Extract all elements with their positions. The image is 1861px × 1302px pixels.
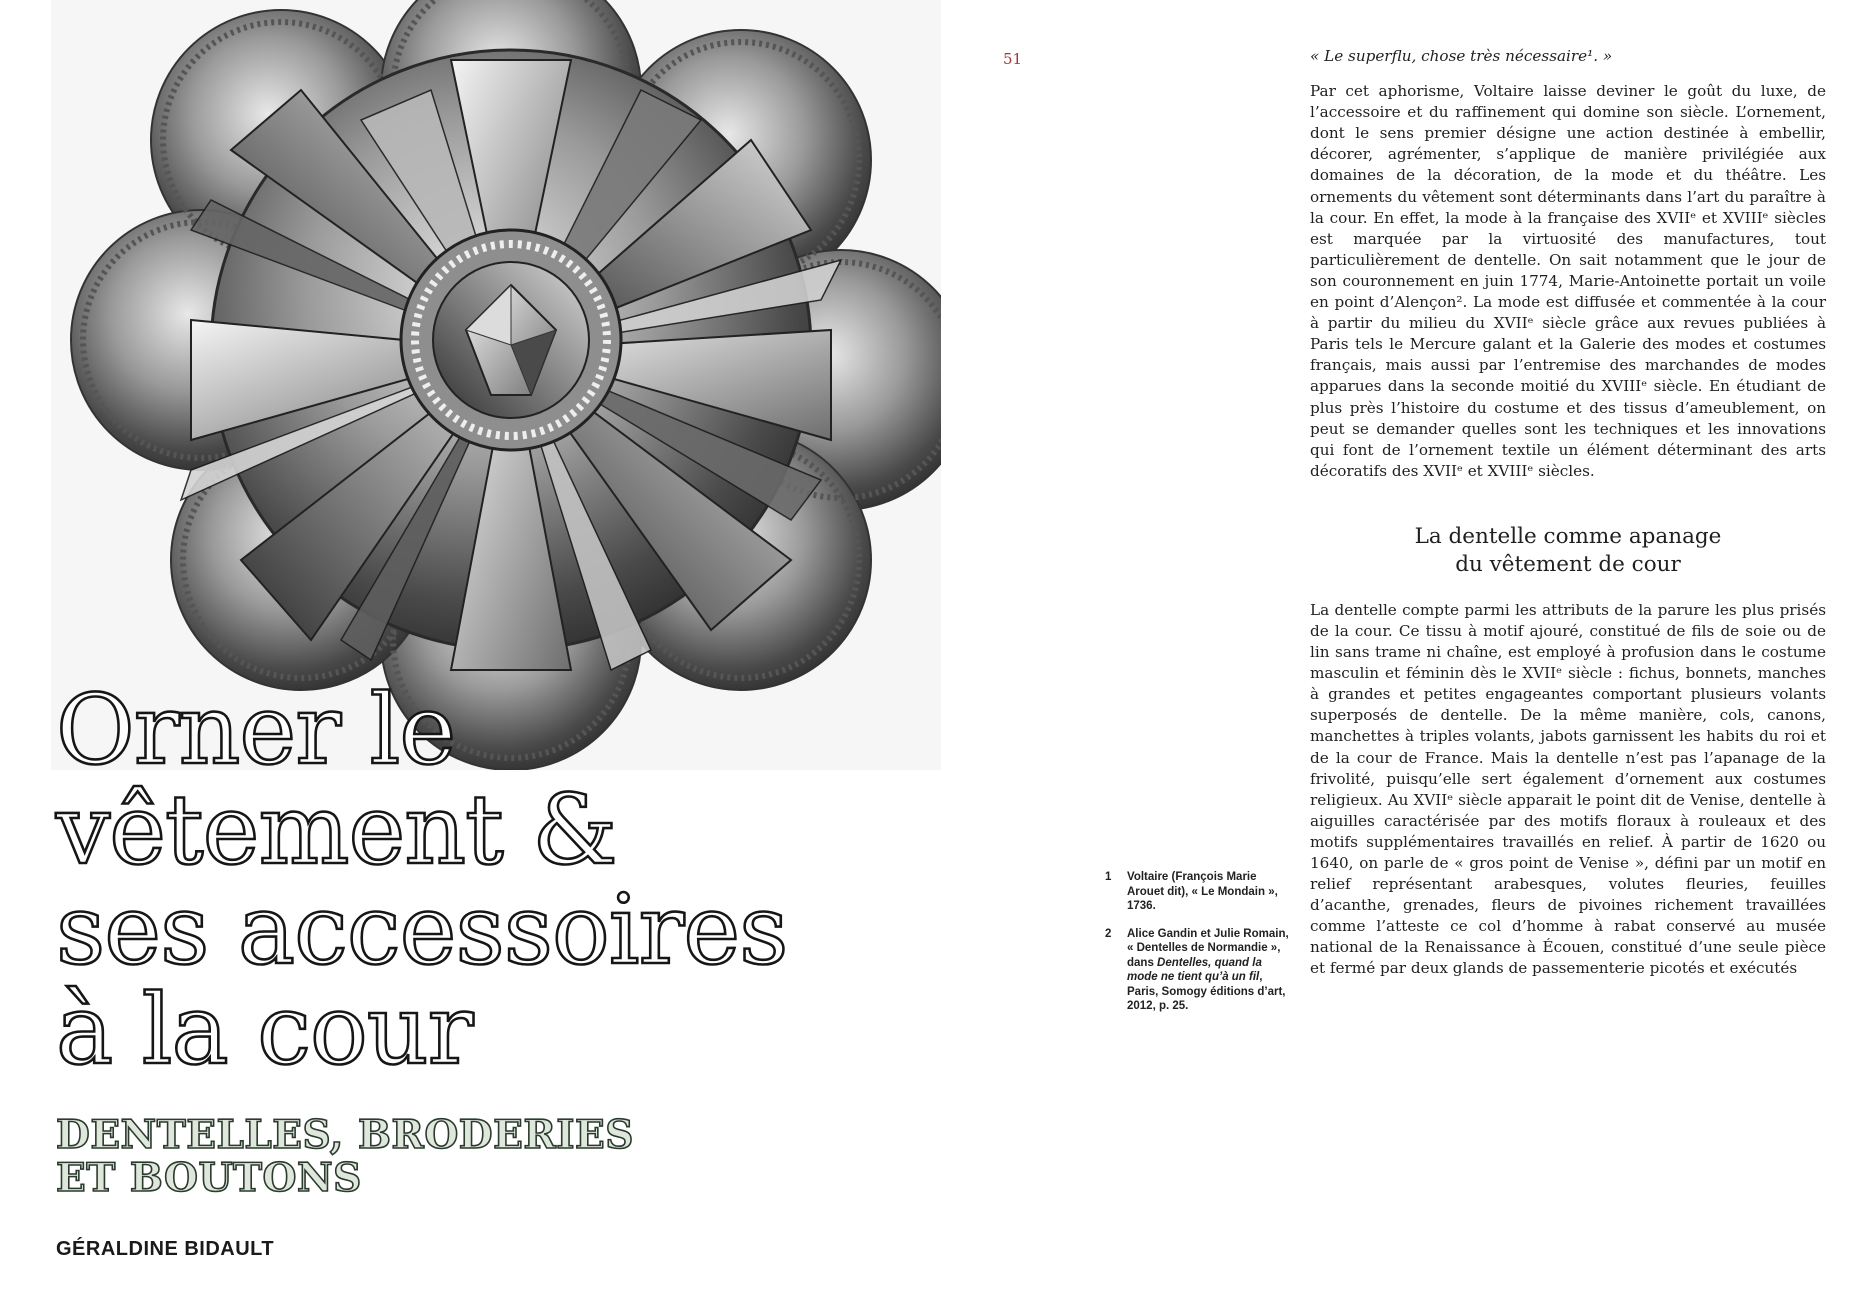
footnote-text: Voltaire (François Marie Arouet dit), « Le Mondain », 1736. [1127, 871, 1278, 912]
footnote-number: 1 [1105, 871, 1112, 883]
subtitle-line: ET BOUTONS [56, 1155, 362, 1201]
footnote-text-part: Alice Gandin et Julie Romain, « Dentelles de Normandie », dans [1127, 927, 1289, 969]
intro-paragraph: Par cet aphorisme, Voltaire laisse deviner le goût du luxe, de l’accessoire et du raffinement qui domine son siècle. L’ornement, dont le sens premier désigne une action destinée à embellir, décorer, agrémenter, s’applique de manière privilégiée aux domaines de la décoration, de la mode et du théâtre. Les ornements du vêtement sont déterminants dans l’art du paraître à la cour. En effet, la mode à la française des XVIIᵉ et XVIIIᵉ siècles est marquée par la virtuosité des manufactures, tout particulièrement de dentelle. On sait notamment que le jour de son couronnement en juin 1774, Marie-Antoinette portait un voile en point d’Alençon². La mode est diffusée et commentée à la cour à partir du milieu du XVIIᵉ siècle grâce aux revues publiées à Paris tels le Mercure galant et la Galerie des modes et costumes français, mais aussi par l’entremise des marchandes de modes apparues dans la seconde moitié du XVIIIᵉ siècle. En étudiant de plus près l’histoire du costume et des tissus d’ameublement, on peut se demander quelles sont les techniques et les innovations qui font de l’ornement textile un élément déterminant des arts décoratifs des XVIIᵉ et XVIIIᵉ siècles. [1310, 82, 1826, 480]
section-heading-line: du vêtement de cour [1455, 551, 1681, 577]
article-subtitle [56, 1114, 634, 1200]
footnotes [1105, 870, 1291, 1027]
section-heading [1310, 523, 1826, 579]
section-paragraph: La dentelle compte parmi les attributs de la parure les plus prisés de la cour. Ce tissu à motif ajouré, constitué de fils de soie ou de lin sans trame ni chaîne, est employé à profusion dans le costume masculin et féminin dès le XVIIᵉ siècle : fichus, bonnets, manches à grandes et petites engageantes comportant plusieurs volants superposés de dentelle. De la même manière, cols, canons, manchettes à triples volants, jabots garnissent les habits du roi et de la cour de France. Mais la dentelle n’est pas l’apanage de la frivolité, puisqu’elle sert également d’ornement aux costumes religieux. Au XVIIᵉ siècle apparait le point dit de Venise, dentelle à aiguilles caractérisée par des motifs floraux à rouleaux et des motifs supplémentaires travaillés en relief. À partir de 1620 ou 1640, on parle de « gros point de Venise », défini par un motif en relief représentant arabesques, volutes fleuries, feuilles d’acanthe, grenades, fleurs de pivoines richement travaillées comme l’atteste ce col d’homme à rabat conservé au musée national de la Renaissance à Écouen, constitué d’une seule pièce et fermé par deux glands de passementerie picotés et exécutés [1310, 600, 1826, 978]
footnote-number: 2 [1105, 927, 1112, 940]
footnote-1 [1105, 870, 1291, 914]
title-line: vêtement & [56, 774, 617, 886]
title-line: Orner le [56, 674, 456, 786]
section-heading-line: La dentelle comme apanage [1414, 523, 1722, 549]
title-line: à la cour [56, 974, 473, 1086]
title-line: ses accessoires [56, 874, 788, 986]
author-name: GÉRALDINE BIDAULT [56, 1238, 275, 1260]
footnote-text-part: , Paris, Somogy éditions d’art, 2012, p. 25. [1127, 971, 1286, 1012]
silver-button-photo [51, 0, 941, 770]
subtitle-line: DENTELLES, BRODERIES [56, 1112, 634, 1158]
article-title [56, 674, 788, 1086]
body-text-column [1310, 46, 1826, 980]
footnote-book-title: Dentelles, quand la mode ne tient qu’à un fil [1127, 956, 1262, 983]
footnote-text [1127, 928, 1289, 1013]
page-number: 51 [1003, 50, 1023, 68]
epigraph: « Le superflu, chose très nécessaire¹. » [1310, 47, 1613, 65]
footnote-2 [1105, 927, 1291, 1014]
